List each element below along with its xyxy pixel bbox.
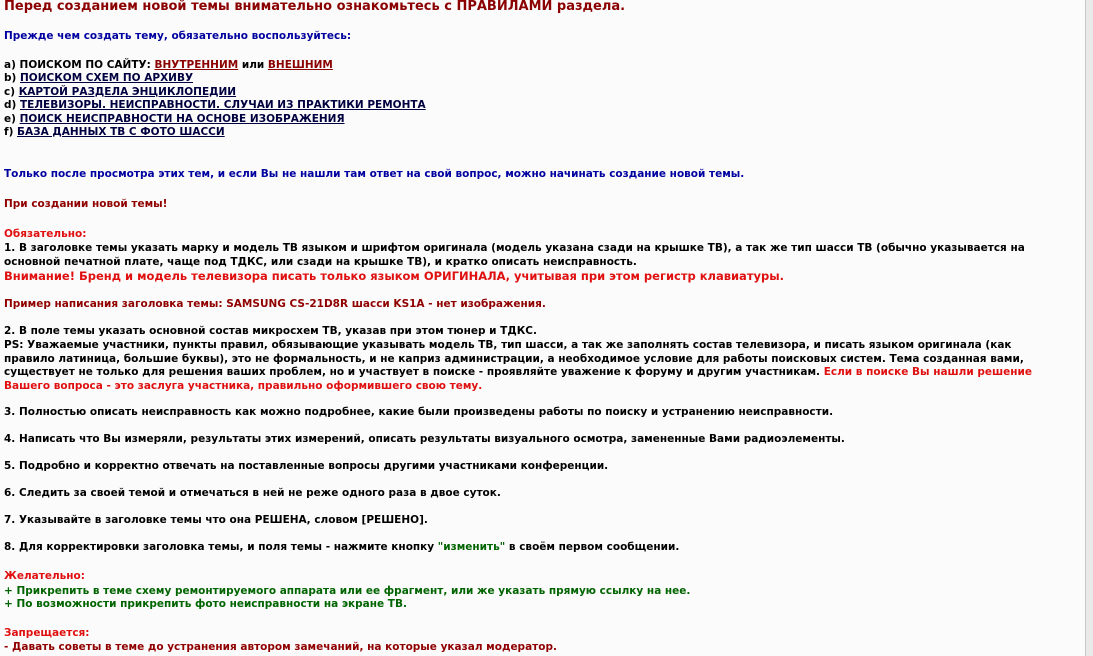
external-search-link[interactable]: ВНЕШНИМ bbox=[267, 59, 333, 71]
chassis-database-link[interactable]: БАЗА ДАННЫХ ТВ С ФОТО ШАССИ bbox=[17, 126, 225, 138]
tv-repair-cases-link[interactable]: ТЕЛЕВИЗОРЫ. НЕИСПРАВНОСТИ. СЛУЧАИ ИЗ ПРАКТИКИ РЕМОНТА bbox=[19, 99, 426, 111]
desirable-heading: Желательно: bbox=[4, 570, 85, 582]
page-title: Перед созданием новой темы внимательно ознакомьтесь с ПРАВИЛАМИ раздела. bbox=[4, 0, 626, 14]
rule-2: 2. В поле темы указать основной состав микросхем ТВ, указав при этом тюнер и ТДКС. bbox=[4, 325, 537, 337]
link-item: d) ТЕЛЕВИЗОРЫ. НЕИСПРАВНОСТИ. СЛУЧАИ ИЗ ПРАКТИКИ РЕМОНТА bbox=[4, 99, 426, 111]
ps-text: PS: Уважаемые участники, пункты правил, обязывающие указывать модель ТВ, тип шасси, а так же заполнять состав телевизора, и писать языком оригинала (как правило латиница, большие буквы), это не формальность, и не каприз администрации, а необходимое условие для работы поисковых систем. Тема созданная вами, существует не только для решения ваших проблем, но и участвует в поиске - проявляйте уважение к форуму и другим участникам. bbox=[4, 339, 1024, 378]
example-text: Пример написания заголовка темы: SAMSUNG CS-21D8R шасси KS1A - нет изображения. bbox=[4, 298, 546, 310]
edit-button-name: "изменить" bbox=[437, 541, 506, 553]
rule-5: 5. Подробно и корректно отвечать на поставленные вопросы другими участниками конференции. bbox=[4, 460, 609, 472]
ps-paragraph bbox=[4, 339, 1064, 393]
scrollbar[interactable] bbox=[1086, 0, 1093, 656]
search-line bbox=[4, 59, 333, 73]
intro-text: Прежде чем создать тему, обязательно воспользуйтесь: bbox=[4, 30, 352, 42]
link-item: f) БАЗА ДАННЫХ ТВ С ФОТО ШАССИ bbox=[4, 126, 225, 138]
forbidden-item: - Давать советы в теме до устранения автором замечаний, на которые указал модератор. bbox=[4, 641, 557, 653]
rule-8: 8. Для корректировки заголовка темы, и поля темы - нажмите кнопку "изменить" в своём первом сообщении. bbox=[4, 541, 680, 553]
ps-note: Если в поиске Вы нашли решение Вашего вопроса - это заслуга участника, правильно оформившего свою тему. bbox=[4, 366, 1033, 392]
rule-7: 7. Указывайте в заголовке темы что она РЕШЕНА, словом [РЕШЕНО]. bbox=[4, 514, 428, 526]
forbidden-heading: Запрещается: bbox=[4, 627, 90, 639]
when-creating-heading: При создании новой темы! bbox=[4, 198, 168, 210]
archive-schemes-link[interactable]: ПОИСКОМ СХЕМ ПО АРХИВУ bbox=[19, 72, 194, 84]
encyclopedia-map-link[interactable]: КАРТОЙ РАЗДЕЛА ЭНЦИКЛОПЕДИИ bbox=[18, 86, 237, 98]
rule-6: 6. Следить за своей темой и отмечаться в ней не реже одного раза в двое суток. bbox=[4, 487, 501, 499]
warning-text: Внимание! Бренд и модель телевизора писать только языком ОРИГИНАЛА, учитывая при этом регистр клавиатуры. bbox=[4, 269, 784, 283]
link-item: c) КАРТОЙ РАЗДЕЛА ЭНЦИКЛОПЕДИИ bbox=[4, 86, 237, 98]
only-after-text: Только после просмотра этих тем, и если Вы не нашли там ответ на свой вопрос, можно начинать создание новой темы. bbox=[4, 168, 745, 180]
internal-search-link[interactable]: ВНУТРЕННИМ bbox=[154, 59, 239, 71]
image-fault-search-link[interactable]: ПОИСК НЕИСПРАВНОСТИ НА ОСНОВЕ ИЗОБРАЖЕНИЯ bbox=[19, 113, 345, 125]
desirable-item: + Прикрепить в теме схему ремонтируемого аппарата или ее фрагмент, или же указать прямую ссылку на нее. bbox=[4, 585, 691, 597]
desirable-item: + По возможности прикрепить фото неисправности на экране ТВ. bbox=[4, 598, 407, 610]
rule-4: 4. Написать что Вы измеряли, результаты этих измерений, описать результаты визуального осмотра, замененные Вами радиоэлементы. bbox=[4, 433, 845, 445]
link-item: b) ПОИСКОМ СХЕМ ПО АРХИВУ bbox=[4, 72, 194, 84]
search-prefix: a) ПОИСКОМ ПО САЙТУ: bbox=[4, 59, 151, 71]
search-or: или bbox=[241, 59, 265, 71]
rule-3: 3. Полностью описать неисправность как можно подробнее, какие были произведены работы по поиску и устранению неисправности. bbox=[4, 406, 834, 418]
mandatory-heading: Обязательно: bbox=[4, 228, 87, 240]
link-item: e) ПОИСК НЕИСПРАВНОСТИ НА ОСНОВЕ ИЗОБРАЖЕНИЯ bbox=[4, 113, 345, 125]
rule-1: 1. В заголовке темы указать марку и модель ТВ языком и шрифтом оригинала (модель указана сзади на крышке ТВ), а так же тип шасси ТВ (обычно указывается на основной печатной плате, чаще под ТДКС, или сзади на крышке ТВ), и кратко описать неисправность. bbox=[4, 242, 1025, 268]
